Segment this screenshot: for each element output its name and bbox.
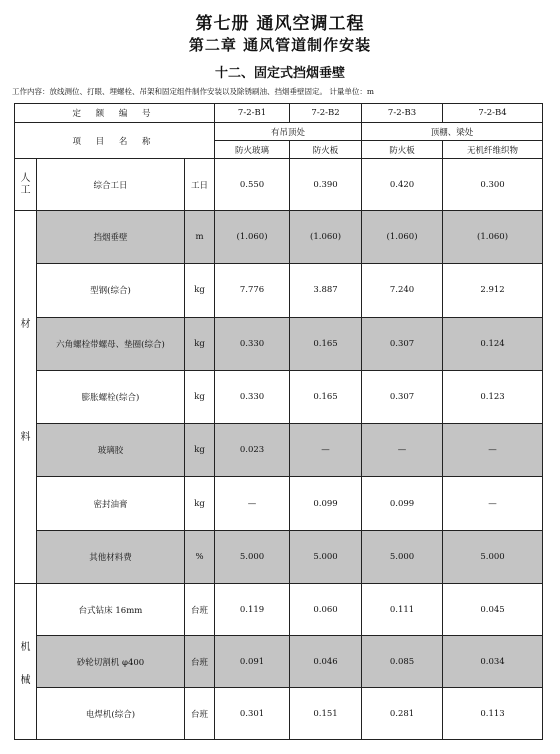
quota-table xyxy=(14,103,543,740)
item-value: 0.300 xyxy=(443,159,543,211)
column-subheader: 防火板 xyxy=(362,141,443,159)
item-unit: kg xyxy=(185,424,215,477)
item-value: 0.307 xyxy=(362,317,443,370)
item-value: 0.111 xyxy=(362,584,443,636)
item-unit: m xyxy=(185,211,215,264)
item-unit: kg xyxy=(185,317,215,370)
quota-code: 7-2-B1 xyxy=(215,104,290,123)
item-value: 0.119 xyxy=(215,584,290,636)
item-name: 六角螺栓带螺母、垫圈(综合) xyxy=(37,317,185,370)
material-row xyxy=(15,317,543,370)
column-subheader: 防火玻璃 xyxy=(215,141,290,159)
item-value: 0.151 xyxy=(290,688,362,740)
item-value: (1.060) xyxy=(443,211,543,264)
category-machine xyxy=(15,584,37,740)
item-value: 0.165 xyxy=(290,317,362,370)
item-value: 7.776 xyxy=(215,264,290,317)
item-value: 0.023 xyxy=(215,424,290,477)
item-unit: % xyxy=(185,530,215,583)
quota-code: 7-2-B3 xyxy=(362,104,443,123)
item-value: 0.099 xyxy=(290,477,362,530)
item-value: 0.165 xyxy=(290,370,362,423)
work-content-note: 工作内容：放线测位、打眼、埋螺栓、吊架和固定组件制作安装以及除锈刷油、挡烟垂壁固定。 计量单位：m xyxy=(12,87,374,96)
item-value: 5.000 xyxy=(443,530,543,583)
item-value: 0.390 xyxy=(290,159,362,211)
item-value: (1.060) xyxy=(215,211,290,264)
quota-code-row xyxy=(15,104,543,123)
item-value: 0.091 xyxy=(215,636,290,688)
item-name: 电焊机(综合) xyxy=(37,688,185,740)
quota-code: 7-2-B2 xyxy=(290,104,362,123)
item-value: 0.330 xyxy=(215,370,290,423)
category-liao: 料 xyxy=(20,432,31,443)
quota-code-label: 定 额 编 号 xyxy=(15,104,215,123)
category-xie: 械 xyxy=(20,674,31,686)
item-name-label: 项 目 名 称 xyxy=(15,123,215,159)
item-value: 5.000 xyxy=(215,530,290,583)
item-name: 台式钻床 16mm xyxy=(37,584,185,636)
item-value: (1.060) xyxy=(362,211,443,264)
item-value: 0.123 xyxy=(443,370,543,423)
item-unit: 台班 xyxy=(185,688,215,740)
item-value: 0.045 xyxy=(443,584,543,636)
item-value: (1.060) xyxy=(290,211,362,264)
item-value: 0.307 xyxy=(362,370,443,423)
item-unit: 台班 xyxy=(185,636,215,688)
section-title: 十二、固定式挡烟垂壁 xyxy=(214,66,345,81)
chapter-title: 第二章 通风管道制作安装 xyxy=(188,36,372,54)
group-header-row xyxy=(15,123,543,141)
item-name: 型钢(综合) xyxy=(37,264,185,317)
item-value: 0.301 xyxy=(215,688,290,740)
machine-row xyxy=(15,688,543,740)
item-name: 砂轮切割机 φ400 xyxy=(37,636,185,688)
item-unit: 工日 xyxy=(185,159,215,211)
labor-row xyxy=(15,159,543,211)
item-unit: kg xyxy=(185,370,215,423)
item-value: 0.281 xyxy=(362,688,443,740)
item-value: 3.887 xyxy=(290,264,362,317)
item-name: 其他材料费 xyxy=(37,530,185,583)
item-unit: kg xyxy=(185,477,215,530)
volume-title: 第七册 通风空调工程 xyxy=(195,14,365,34)
item-name: 密封油膏 xyxy=(37,477,185,530)
column-subheader: 防火板 xyxy=(290,141,362,159)
machine-row xyxy=(15,636,543,688)
group-header: 顶棚、梁处 xyxy=(362,123,543,141)
item-value: 0.330 xyxy=(215,317,290,370)
item-name: 膨胀螺栓(综合) xyxy=(37,370,185,423)
material-row xyxy=(15,424,543,477)
material-row xyxy=(15,530,543,583)
item-value: — xyxy=(443,477,543,530)
category-ji: 机 xyxy=(20,641,31,653)
item-value: 2.912 xyxy=(443,264,543,317)
item-value: 5.000 xyxy=(290,530,362,583)
item-name: 挡烟垂壁 xyxy=(37,211,185,264)
group-header: 有吊顶处 xyxy=(215,123,362,141)
item-value: — xyxy=(443,424,543,477)
item-value: 0.099 xyxy=(362,477,443,530)
item-value: — xyxy=(215,477,290,530)
material-row xyxy=(15,477,543,530)
item-value: — xyxy=(290,424,362,477)
category-labor: 人 工 xyxy=(15,159,37,211)
category-cai: 材 xyxy=(20,319,31,330)
item-unit: 台班 xyxy=(185,584,215,636)
item-value: 0.550 xyxy=(215,159,290,211)
material-row xyxy=(15,370,543,423)
item-unit: kg xyxy=(185,264,215,317)
item-name: 玻璃胶 xyxy=(37,424,185,477)
item-value: — xyxy=(362,424,443,477)
item-name: 综合工日 xyxy=(37,159,185,211)
item-value: 0.420 xyxy=(362,159,443,211)
item-value: 0.060 xyxy=(290,584,362,636)
item-value: 7.240 xyxy=(362,264,443,317)
column-subheader: 无机纤维织物 xyxy=(443,141,543,159)
item-value: 0.046 xyxy=(290,636,362,688)
material-row xyxy=(15,211,543,264)
category-material xyxy=(15,211,37,584)
item-value: 0.034 xyxy=(443,636,543,688)
material-row xyxy=(15,264,543,317)
item-value: 0.124 xyxy=(443,317,543,370)
item-value: 0.113 xyxy=(443,688,543,740)
item-value: 5.000 xyxy=(362,530,443,583)
machine-row xyxy=(15,584,543,636)
item-value: 0.085 xyxy=(362,636,443,688)
quota-code: 7-2-B4 xyxy=(443,104,543,123)
